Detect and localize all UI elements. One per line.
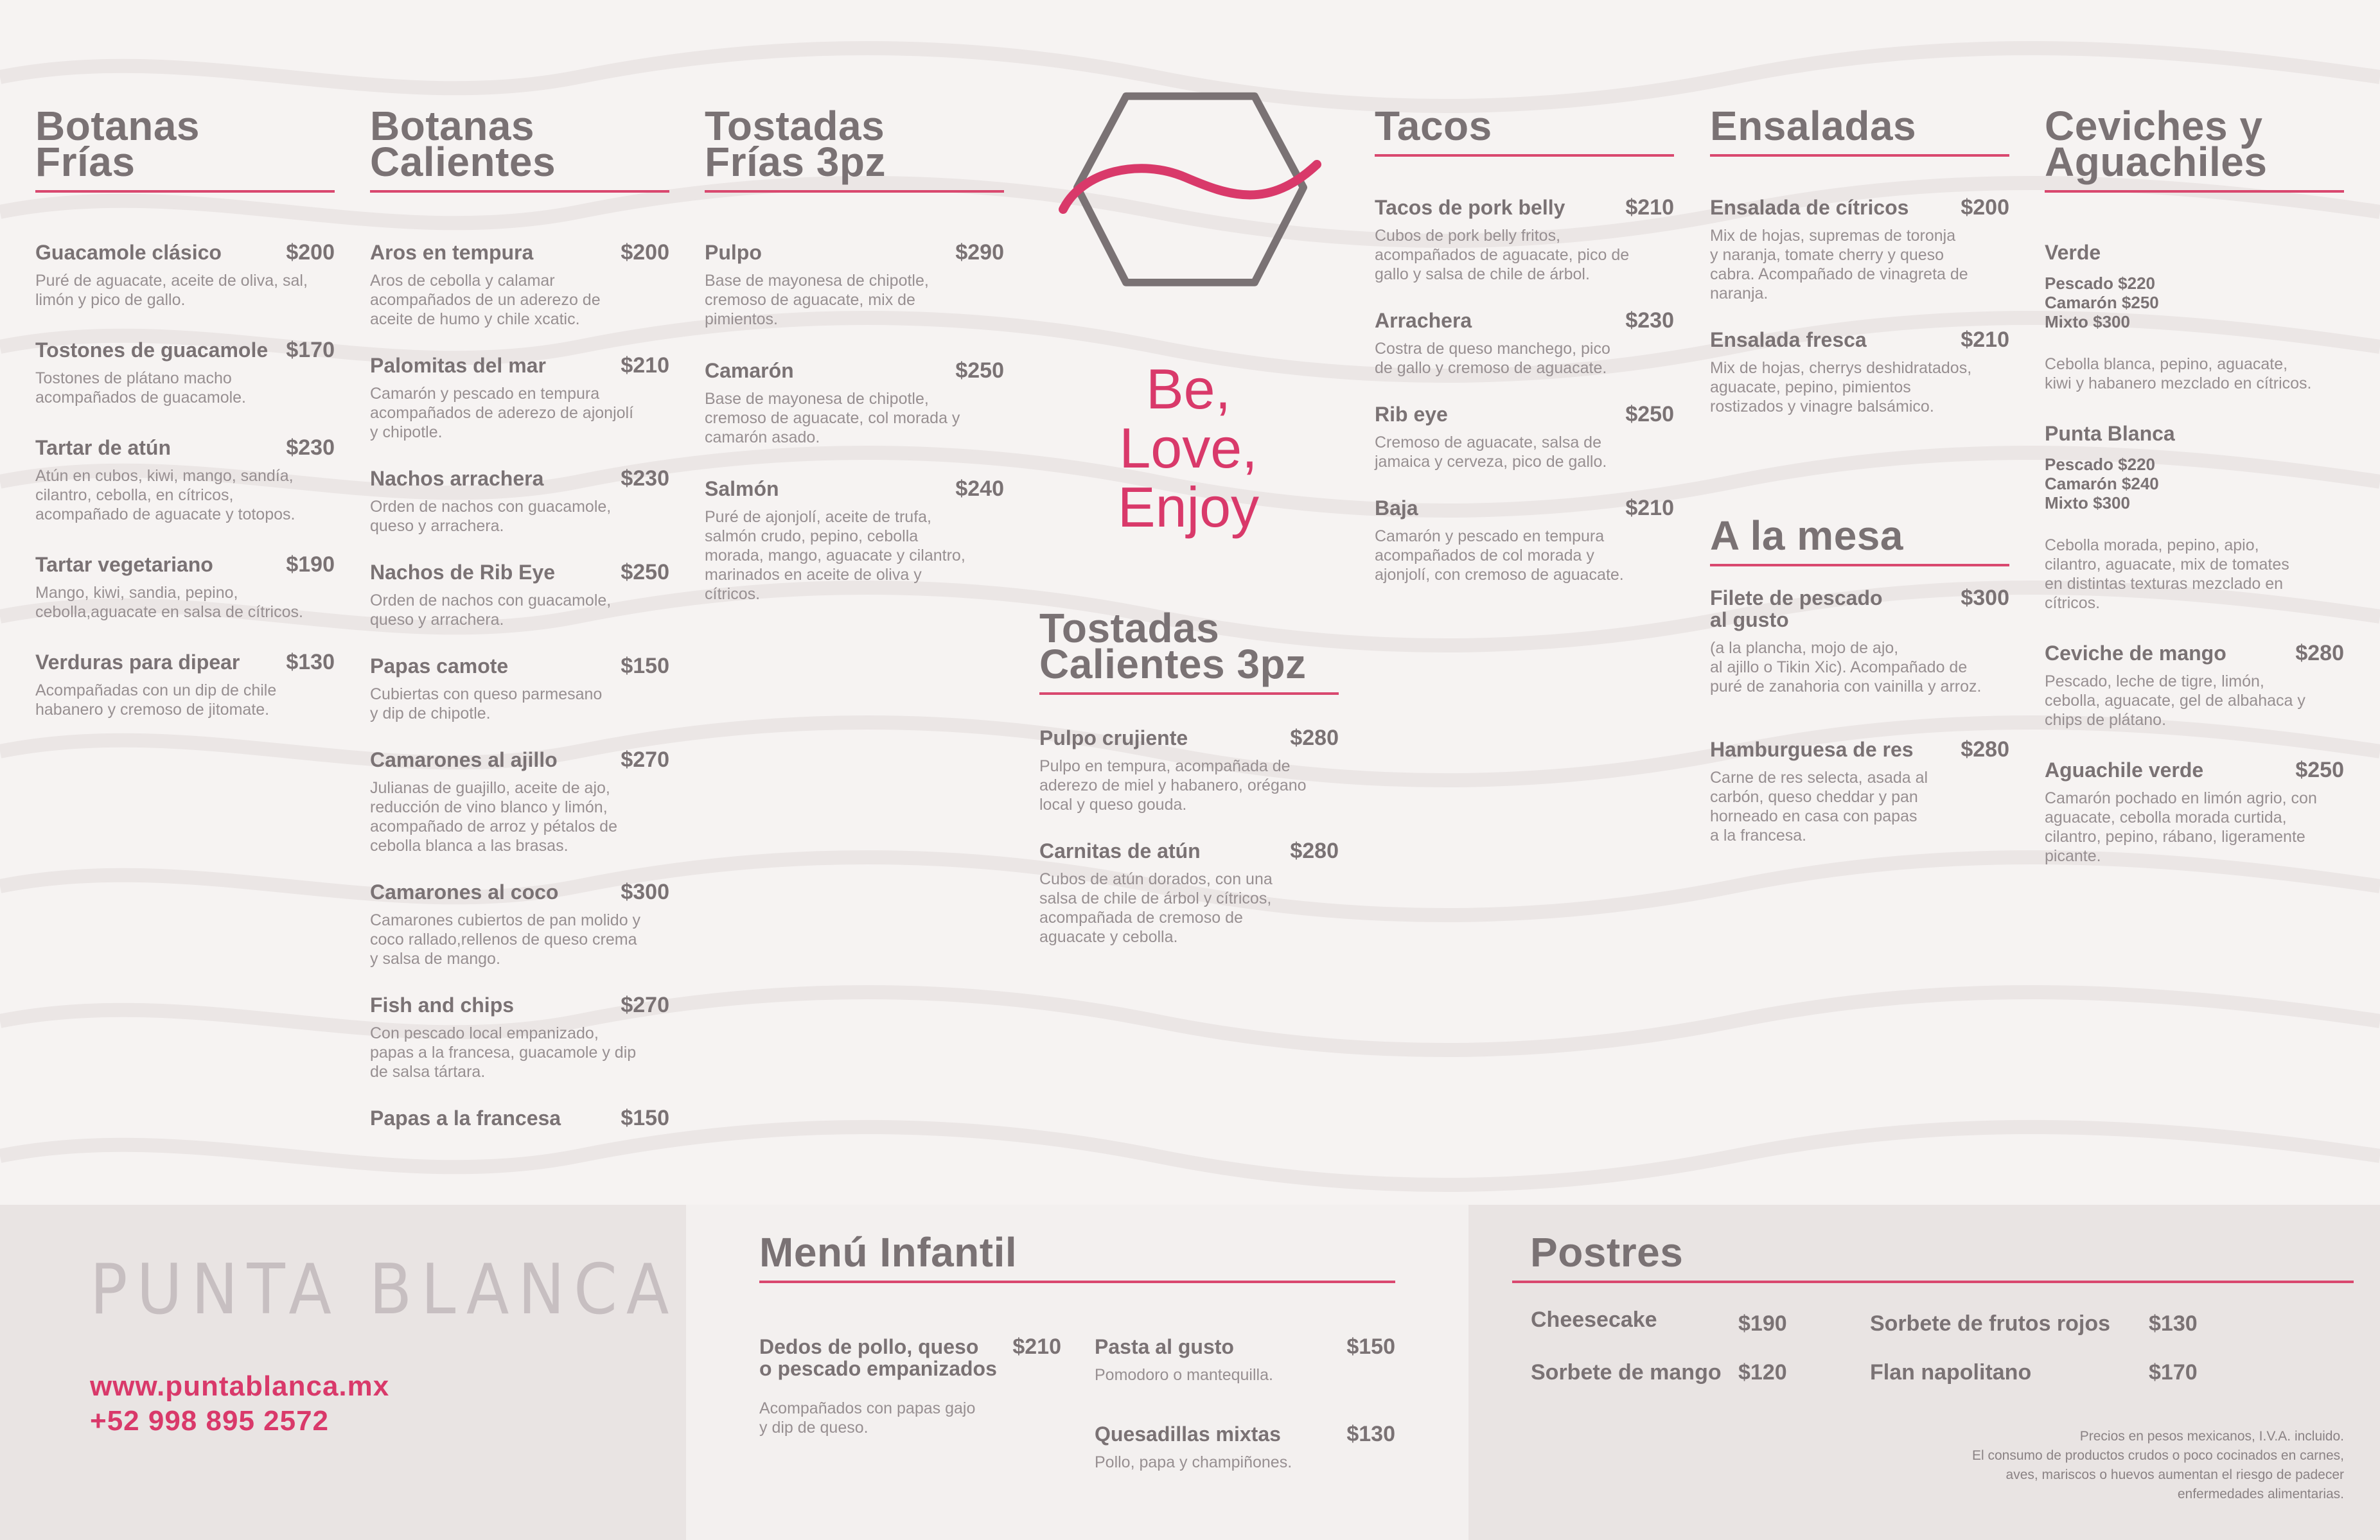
item-price: $280 (1290, 839, 1339, 863)
section-ceviches (2045, 103, 2344, 866)
item-price: $300 (621, 880, 669, 904)
item-price: $200 (1961, 195, 2009, 220)
item-name: Nachos arrachera (370, 467, 544, 490)
item-description: Pomodoro o mantequilla. (1095, 1366, 1273, 1384)
item-price: $210 (1625, 195, 1674, 220)
item-description: Cubos de atún dorados, con una salsa de chile de árbol y cítricos, acompañada de cremoso de aguacate y cebolla. (1039, 870, 1273, 946)
item-description: Cremoso de aguacate, salsa de jamaica y cerveza, pico de gallo. (1375, 433, 1607, 471)
item-list (35, 241, 335, 719)
item-name: Fish and chips (370, 993, 515, 1017)
section-title: Botanas Frías (35, 108, 335, 193)
item-name: Aguachile verde (2045, 758, 2204, 782)
item-name: Baja (1375, 496, 1418, 520)
menu-item (759, 1336, 1061, 1437)
menu-item (370, 354, 669, 442)
item-price: $210 (1625, 496, 1674, 520)
item-description: Camarón pochado en limón agrio, con aguacate, cebolla morada curtida, cilantro, pepino, rábano, ligeramente picante. (2045, 789, 2317, 865)
item-price: $190 (286, 552, 335, 577)
item-description: (a la plancha, mojo de ajo, al ajillo o Tikin Xic). Acompañado de puré de zanahoria con vainilla y arroz. (1710, 639, 1982, 696)
section-title: Postres (1512, 1234, 2354, 1283)
item-description: Mix de hojas, cherrys deshidratados, aguacate, pepino, pimientos rostizados y vinagre balsámico. (1710, 359, 1972, 416)
section-title: Menú Infantil (759, 1234, 1395, 1283)
item-name: Camarón (705, 359, 794, 382)
menu-item (1710, 329, 2009, 416)
item-description: Base de mayonesa de chipotle, cremoso de aguacate, col morada y camarón asado. (705, 390, 960, 446)
item-name: Salmón (705, 477, 779, 500)
item-name: Verduras para dipear (35, 651, 240, 674)
item-name: Quesadillas mixtas (1095, 1422, 1281, 1446)
item-description: Base de mayonesa de chipotle, cremoso de aguacate, mix de pimientos. (705, 272, 929, 328)
section-title: Tostadas Frías 3pz (705, 108, 1004, 193)
menu-item (2045, 642, 2344, 730)
item-name: Nachos de Rib Eye (370, 561, 556, 584)
menu-item (2045, 759, 2344, 866)
item-list (370, 241, 669, 1129)
item-list (1710, 197, 2009, 416)
item-description: Costra de queso manchego, pico de gallo y cremoso de aguacate. (1375, 340, 1610, 377)
item-description: Cubiertas con queso parmesano y dip de chipotle. (370, 685, 603, 722)
item-price: $200 (286, 240, 335, 265)
item-price: $210 (1012, 1334, 1061, 1359)
item-price: $230 (286, 435, 335, 460)
menu-item (370, 468, 669, 536)
item-name: Palomitas del mar (370, 354, 546, 377)
item-name: Verde (2045, 241, 2101, 264)
menu-item (35, 339, 335, 407)
item-name: Tartar vegetariano (35, 553, 213, 576)
item-price: $170 (286, 338, 335, 362)
section-botanas-calientes (370, 103, 669, 1130)
item-description: Cebolla morada, pepino, apio, cilantro, aguacate, mix de tomates en distintas texturas mezclado en cítricos. (2045, 536, 2289, 612)
item-name: Filete de pescado al gusto (1710, 586, 1883, 631)
section-title: Ceviches y Aguachiles (2045, 108, 2344, 193)
brand-logo-text: PUNTA BLANCA (90, 1250, 678, 1330)
item-description: Cebolla blanca, pepino, aguacate, kiwi y habanero mezclado en cítricos. (2045, 355, 2312, 392)
menu-item (370, 749, 669, 855)
logo-hexagon-wave-icon (1057, 87, 1323, 293)
section-title: Ensaladas (1710, 108, 2009, 157)
item-price: $240 (955, 477, 1004, 501)
item-name: Dedos de pollo, queso o pescado empanizados (759, 1335, 997, 1380)
section-title: Tacos (1375, 108, 1674, 157)
item-price-list: Pescado $220 Camarón $250 Mixto $300 (2045, 274, 2159, 331)
item-name: Punta Blanca (2045, 422, 2175, 445)
item-name: Papas a la francesa (370, 1107, 561, 1130)
section-botanas-frias (35, 103, 335, 719)
menu-item (1710, 197, 2009, 303)
item-price: $250 (955, 358, 1004, 383)
item-name: Rib eye (1375, 403, 1448, 426)
item-name: Camarones al ajillo (370, 748, 558, 771)
item-description: Puré de ajonjolí, aceite de trufa, salmón crudo, pepino, cebolla morada, mango, aguacate y cilantro, marinados en aceite de oliva y cítricos. (705, 508, 965, 603)
menu-item (35, 554, 335, 622)
item-description: Con pescado local empanizado, papas a la francesa, guacamole y dip de salsa tártara. (370, 1024, 637, 1081)
section-menu-infantil (759, 1229, 1395, 1283)
item-name: Ensalada fresca (1710, 328, 1867, 351)
item-name: Hamburguesa de res (1710, 738, 1914, 761)
menu-item (1375, 497, 1674, 584)
item-description: Mix de hojas, supremas de toronja y naranja, tomate cherry y queso cabra. Acompañado de vinagreta de naranja. (1710, 227, 1968, 302)
menu-item (705, 360, 1004, 447)
item-price: $130 (1346, 1422, 1395, 1446)
menu-item (2045, 423, 2344, 613)
item-name: Pulpo (705, 241, 762, 264)
menu-item (705, 241, 1004, 329)
menu-item (1710, 587, 2009, 696)
tagline: Be, Love, Enjoy (1117, 357, 1260, 539)
menu-item (1375, 197, 1674, 284)
item-price: $250 (621, 560, 669, 584)
item-name: Tartar de atún (35, 436, 171, 459)
item-list (1375, 197, 1674, 584)
item-description: Carne de res selecta, asada al carbón, queso cheddar y pan horneado en casa con papas a la francesa. (1710, 769, 1928, 844)
item-description: Atún en cubos, kiwi, mango, sandía, cilantro, cebolla, en cítricos, acompañado de aguacate y totopos. (35, 467, 295, 523)
item-name: Tostones de guacamole (35, 338, 269, 362)
menu-item (1095, 1423, 1395, 1472)
item-price: $270 (621, 748, 669, 772)
item-price: $300 (1961, 586, 2009, 610)
dessert-name: Sorbete de frutos rojos (1870, 1311, 2111, 1336)
item-description: Orden de nachos con guacamole, queso y arrachera. (370, 498, 612, 535)
item-price: $280 (1290, 726, 1339, 750)
menu-item (35, 651, 335, 719)
item-price: $150 (621, 1106, 669, 1130)
item-price: $150 (1346, 1334, 1395, 1359)
item-name: Carnitas de atún (1039, 839, 1201, 862)
item-name: Pulpo crujiente (1039, 726, 1188, 749)
item-description: Acompañadas con un dip de chile habanero y cremoso de jitomate. (35, 681, 277, 719)
dessert-name: Sorbete de mango (1531, 1360, 1722, 1385)
item-description: Camarones cubiertos de pan molido y coco rallado,rellenos de queso crema y salsa de mango. (370, 911, 641, 968)
dessert-price: $120 (1738, 1360, 1787, 1385)
item-description: Aros de cebolla y calamar acompañados de un aderezo de aceite de humo y chile xcatic. (370, 272, 601, 328)
section-tostadas-frias (705, 103, 1004, 604)
item-description: Camarón y pescado en tempura acompañados de col morada y ajonjolí, con cremoso de aguacate. (1375, 527, 1624, 584)
item-description: Julianas de guajillo, aceite de ajo, reducción de vino blanco y limón, acompañado de arroz y pétalos de cebolla blanca a las brasas. (370, 779, 617, 855)
menu-item (370, 241, 669, 329)
menu-item (1039, 727, 1339, 814)
section-a-la-mesa (1710, 512, 2009, 845)
item-price: $210 (1961, 328, 2009, 352)
menu-item (35, 241, 335, 310)
item-name: Ceviche de mango (2045, 642, 2226, 665)
item-price-list: Pescado $220 Camarón $240 Mixto $300 (2045, 455, 2159, 512)
dessert-price: $130 (2149, 1311, 2198, 1336)
item-description: Cubos de pork belly fritos, acompañados de aguacate, pico de gallo y salsa de chile de árbol. (1375, 227, 1630, 283)
section-postres (1512, 1229, 2354, 1283)
item-name: Tacos de pork belly (1375, 196, 1565, 219)
section-title: Botanas Calientes (370, 108, 669, 193)
item-price: $250 (1625, 402, 1674, 426)
item-price: $280 (2295, 641, 2344, 665)
item-price: $150 (621, 654, 669, 678)
item-name: Guacamole clásico (35, 241, 222, 264)
item-description: Acompañados con papas gajo y dip de queso. (759, 1399, 976, 1437)
item-price: $230 (621, 466, 669, 491)
menu-item (370, 561, 669, 629)
section-tostadas-calientes (1039, 605, 1339, 947)
menu-item (1710, 739, 2009, 845)
menu-item (35, 437, 335, 524)
item-name: Ensalada de cítricos (1710, 196, 1909, 219)
menu-item (1039, 840, 1339, 947)
section-title: Tostadas Calientes 3pz (1039, 610, 1339, 695)
dessert-price: $190 (1738, 1311, 1787, 1336)
section-title: A la mesa (1710, 518, 2009, 566)
item-list (1039, 727, 1339, 947)
menu-item (705, 478, 1004, 604)
item-name: Arrachera (1375, 309, 1472, 332)
menu-item (370, 881, 669, 968)
item-price: $250 (2295, 758, 2344, 782)
item-list (2045, 241, 2344, 866)
item-name: Aros en tempura (370, 241, 534, 264)
item-description: Camarón y pescado en tempura acompañados de aderezo de ajonjolí y chipotle. (370, 385, 634, 441)
item-name: Pasta al gusto (1095, 1335, 1234, 1358)
legal-note: Precios en pesos mexicanos, I.V.A. incluido. El consumo de productos crudos o poco cocinados en carnes, aves, mariscos o huevos aumentan el riesgo de padecer enfermedades alimentarias. (1971, 1429, 2344, 1501)
section-tacos (1375, 103, 1674, 584)
dessert-price: $170 (2149, 1360, 2198, 1385)
dessert-name: Cheesecake (1531, 1308, 1657, 1332)
item-price: $230 (1625, 308, 1674, 333)
item-price: $200 (621, 240, 669, 265)
item-description: Puré de aguacate, aceite de oliva, sal, limón y pico de gallo. (35, 272, 308, 309)
item-price: $130 (286, 650, 335, 674)
item-description: Pollo, papa y champiñones. (1095, 1453, 1292, 1471)
item-price: $280 (1961, 737, 2009, 762)
dessert-name: Flan napolitano (1870, 1360, 2032, 1385)
item-description: Pulpo en tempura, acompañada de aderezo de miel y habanero, orégano local y queso gouda. (1039, 757, 1307, 814)
item-name: Camarones al coco (370, 880, 559, 904)
item-description: Tostones de plátano macho acompañados de guacamole. (35, 369, 247, 407)
item-description: Pescado, leche de tigre, limón, cebolla, aguacate, gel de albahaca y chips de plátano. (2045, 672, 2305, 729)
menu-item (1375, 403, 1674, 471)
item-description: Mango, kiwi, sandia, pepino, cebolla,aguacate en salsa de cítricos. (35, 584, 303, 621)
item-description: Orden de nachos con guacamole, queso y arrachera. (370, 591, 612, 629)
section-ensaladas (1710, 103, 2009, 416)
item-price: $290 (955, 240, 1004, 265)
menu-item (1095, 1336, 1395, 1385)
item-price: $270 (621, 993, 669, 1017)
item-list (1710, 587, 2009, 845)
menu-item (370, 655, 669, 723)
phone-number: +52 998 895 2572 (90, 1405, 330, 1437)
menu-item (370, 1107, 669, 1129)
item-name: Papas camote (370, 654, 509, 678)
item-price: $210 (621, 353, 669, 378)
menu-item (2045, 241, 2344, 393)
item-list (705, 241, 1004, 604)
menu-item (1375, 310, 1674, 378)
website-link[interactable]: www.puntablanca.mx (90, 1370, 390, 1402)
menu-item (370, 994, 669, 1081)
